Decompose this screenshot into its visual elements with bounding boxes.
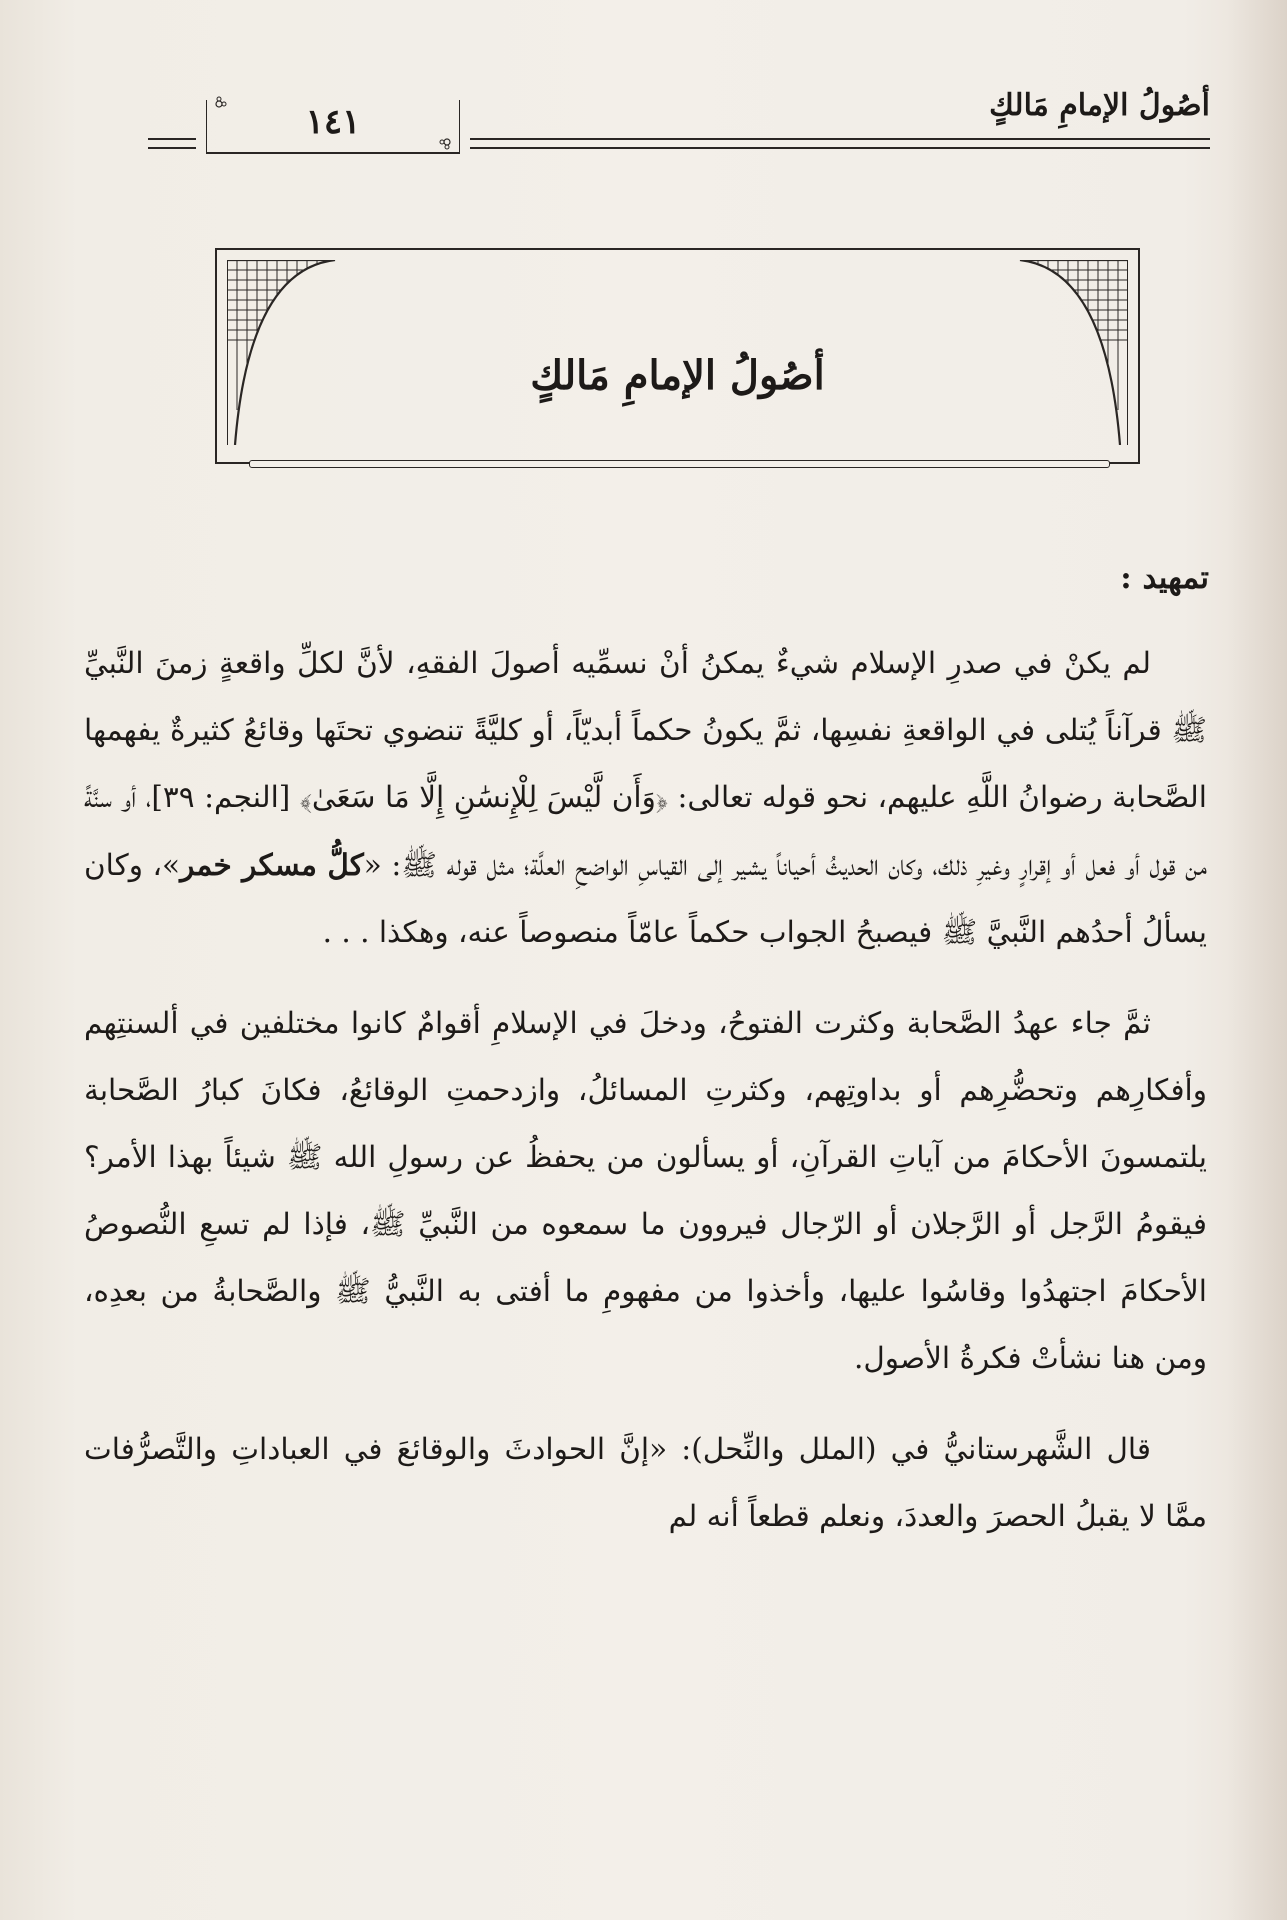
paragraph-2 — [84, 990, 1207, 1392]
chapter-title: أصُولُ الإمامِ مَالكٍ — [530, 352, 825, 399]
paragraph-1 — [84, 630, 1207, 966]
section-heading: تمهيد : — [1120, 560, 1209, 596]
header-rule-right — [470, 138, 1210, 149]
paragraph-1-text-a: لم يكنْ في صدرِ الإسلام شيءٌ يمكنُ أنْ نسمِّيه أصولَ الفقهِ، لأنَّ لكلِّ واقعةٍ زمنَ النَّبيِّ ﷺ قرآناً يُتلى في الواقعةِ نفسِها، ثمَّ يكونُ حكماً أبديّاً، أو كليَّةً تنضوي تحتَها وقائعُ كثيرةٌ يفهمها الصَّحابة رضوانُ اللَّهِ عليهم، نحو قوله تعالى: ﴿وَأَن لَّيْسَ لِلْإِنسَٰنِ إِلَّا مَا سَعَىٰ﴾ [النجم: ٣٩]، أو سنَّةً من قول أو فعل أو إقرارٍ وغيرِ ذلك، وكان الحديثُ أحياناً يشير إلى القياسِ الواضحِ العلَّة؛ مثل قوله ﷺ: « — [84, 646, 1207, 882]
running-header — [148, 88, 1210, 158]
paragraph-2-text: ثمَّ جاء عهدُ الصَّحابة وكثرت الفتوحُ، ودخلَ في الإسلامِ أقوامٌ كانوا مختلفين في ألسنتِهم وأفكارِهم وتحضُّرِهم أو بداوتِهم، وكثرتِ المسائلُ، وازدحمتِ الوقائعُ، فكانَ كبارُ الصَّحابة يلتمسونَ الأحكامَ من آياتِ القرآنِ، أو يسألون من يحفظُ عن رسولِ الله ﷺ شيئاً بهذا الأمر؟ فيقومُ الرَّجل أو الرَّجلان أو الرّجال فيروون ما سمعوه من النَّبيِّ ﷺ، فإذا لم تسعِ النُّصوصُ الأحكامَ اجتهدُوا وقاسُوا عليها، وأخذوا من مفهومِ ما أفتى به النَّبيُّ ﷺ والصَّحابةُ من بعدِه، ومن هنا نشأتْ فكرةُ الأصول. — [84, 1006, 1207, 1375]
chapter-frame-base-bar — [249, 460, 1110, 468]
page-spine-shadow — [1227, 0, 1287, 1920]
paragraph-1-text-b: »، وكان يسألُ أحدُهم النَّبيَّ ﷺ فيصبحُ الجواب حكماً عامّاً منصوصاً عنه، وهكذا . . . — [84, 848, 1207, 949]
paragraph-3 — [84, 1416, 1207, 1550]
paragraph-3-text: قال الشَّهرستانيُّ في (الملل والنِّحل): «إنَّ الحوادثَ والوقائعَ في العباداتِ والتَّصرُّفات ممَّا لا يقبلُ الحصرَ والعددَ، ونعلم قطعاً أنه لم — [84, 1432, 1207, 1533]
running-title: أصُولُ الإمامِ مَالكٍ — [989, 88, 1210, 123]
chapter-title-frame — [215, 248, 1140, 464]
chapter-frame-inner — [227, 260, 1128, 450]
header-rule-left — [148, 138, 196, 149]
hadith-quote: كلُّ مسكر خمر — [180, 847, 364, 882]
page-number-box — [206, 100, 460, 154]
page-number: ١٤١ — [305, 102, 361, 142]
body-text — [84, 630, 1207, 1574]
